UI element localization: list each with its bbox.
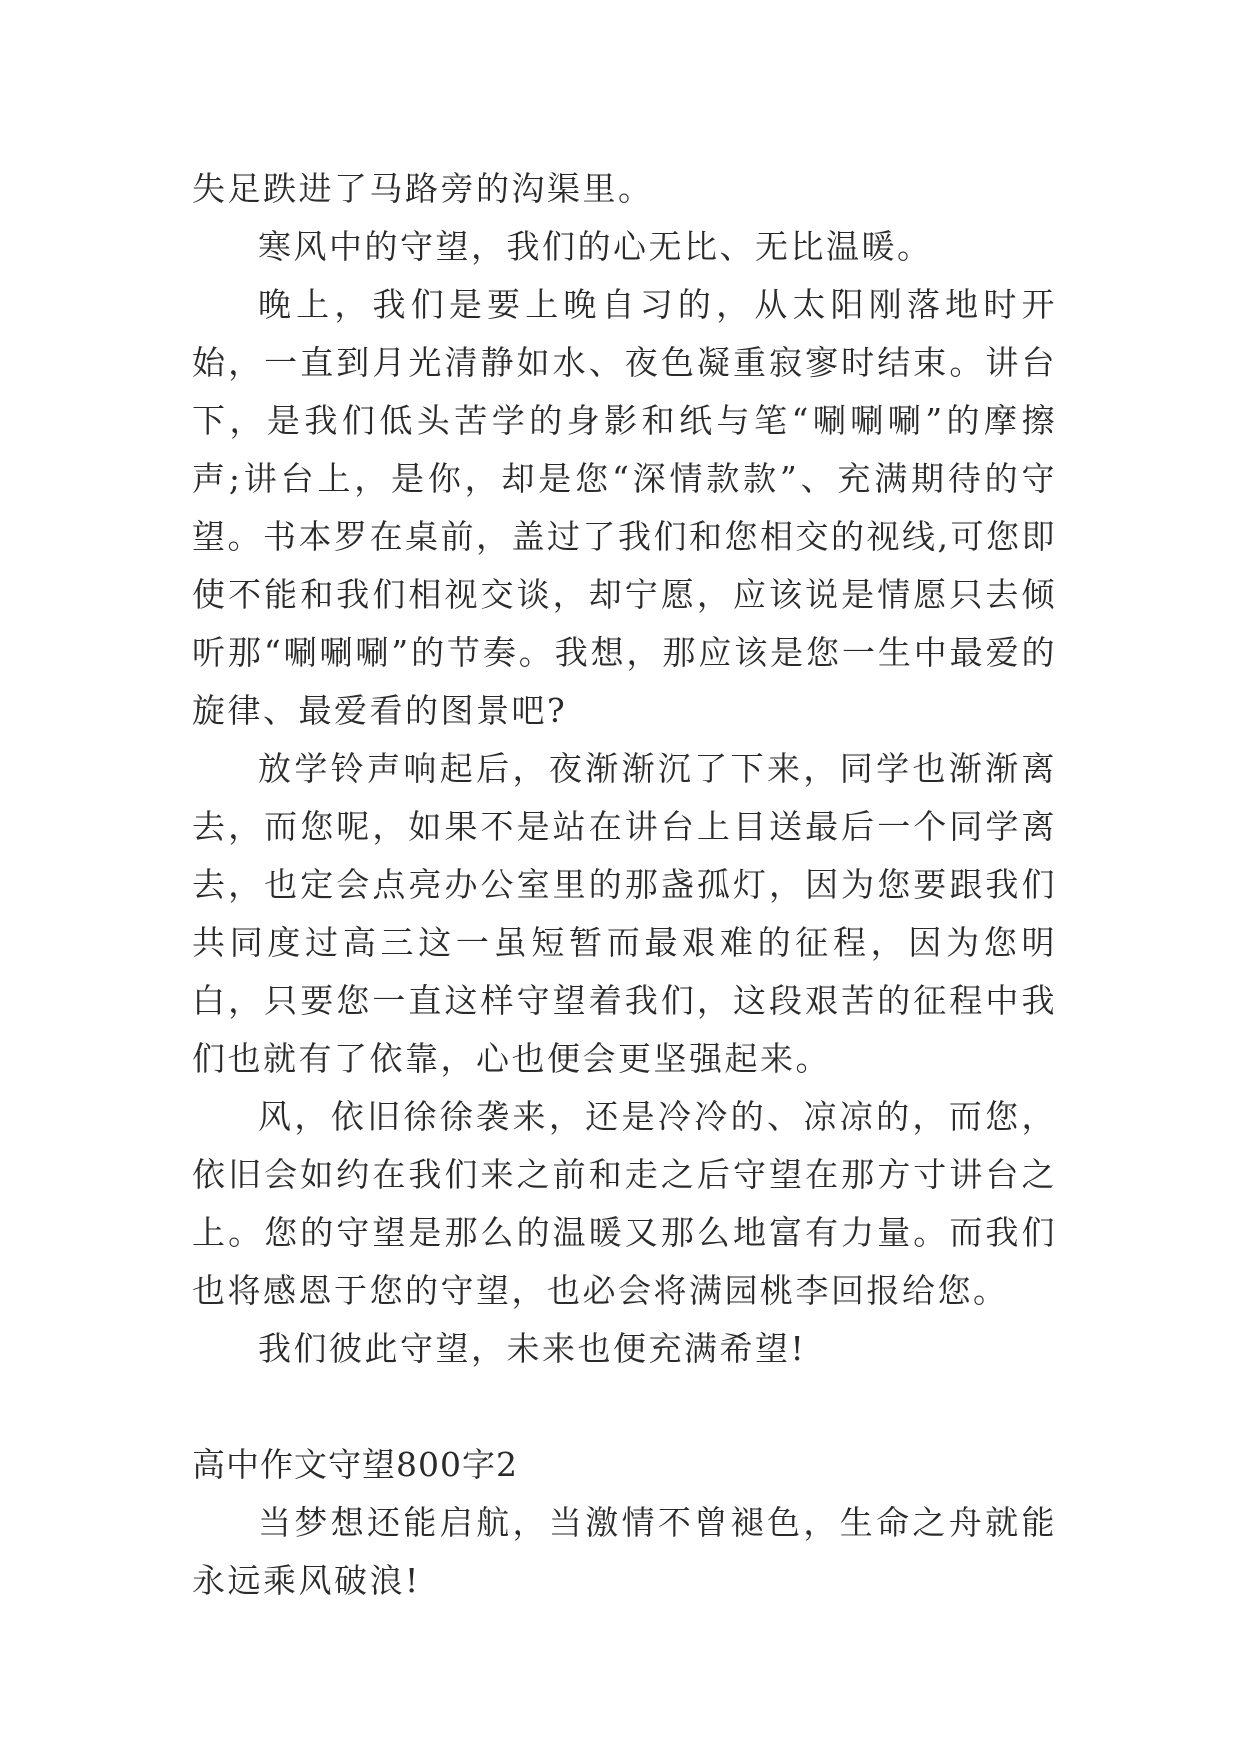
- paragraph: 晚上，我们是要上晚自习的，从太阳刚落地时开始，一直到月光清静如水、夜色凝重寂寥时结束。讲台下，是我们低头苦学的身影和纸与笔“唰唰唰”的摩擦声;讲台上，是你，却是您“深情款款”、充满期待的守望。书本罗在桌前，盖过了我们和您相交的视线,可您即使不能和我们相视交谈，却宁愿，应该说是情愿只去倾听那“唰唰唰”的节奏。我想，那应该是您一生中最爱的旋律、最爱看的图景吧?: [192, 285, 1057, 730]
- section-heading: 高中作文守望800字2: [192, 1445, 518, 1484]
- paragraph: 我们彼此守望，未来也便充满希望!: [258, 1329, 807, 1368]
- paragraph: 当梦想还能启航，当激情不曾褪色，生命之舟就能永远乘风破浪!: [192, 1503, 1057, 1600]
- paragraph: 寒风中的守望，我们的心无比、无比温暖。: [258, 227, 933, 266]
- paragraph: 放学铃声响起后，夜渐渐沉了下来，同学也渐渐离去，而您呢，如果不是站在讲台上目送最后一个同学离去，也定会点亮办公室里的那盏孤灯，因为您要跟我们共同度过高三这一虽短暂而最艰难的征程，因为您明白，只要您一直这样守望着我们，这段艰苦的征程中我们也就有了依靠，心也便会更坚强起来。: [192, 749, 1057, 1078]
- paragraph: 风，依旧徐徐袭来，还是冷冷的、凉凉的，而您，依旧会如约在我们来之前和走之后守望在那方寸讲台之上。您的守望是那么的温暖又那么地富有力量。而我们也将感恩于您的守望，也必会将满园桃李回报给您。: [192, 1097, 1057, 1310]
- paragraph: 失足跌进了马路旁的沟渠里。: [192, 169, 654, 208]
- document-body: [192, 160, 1057, 1610]
